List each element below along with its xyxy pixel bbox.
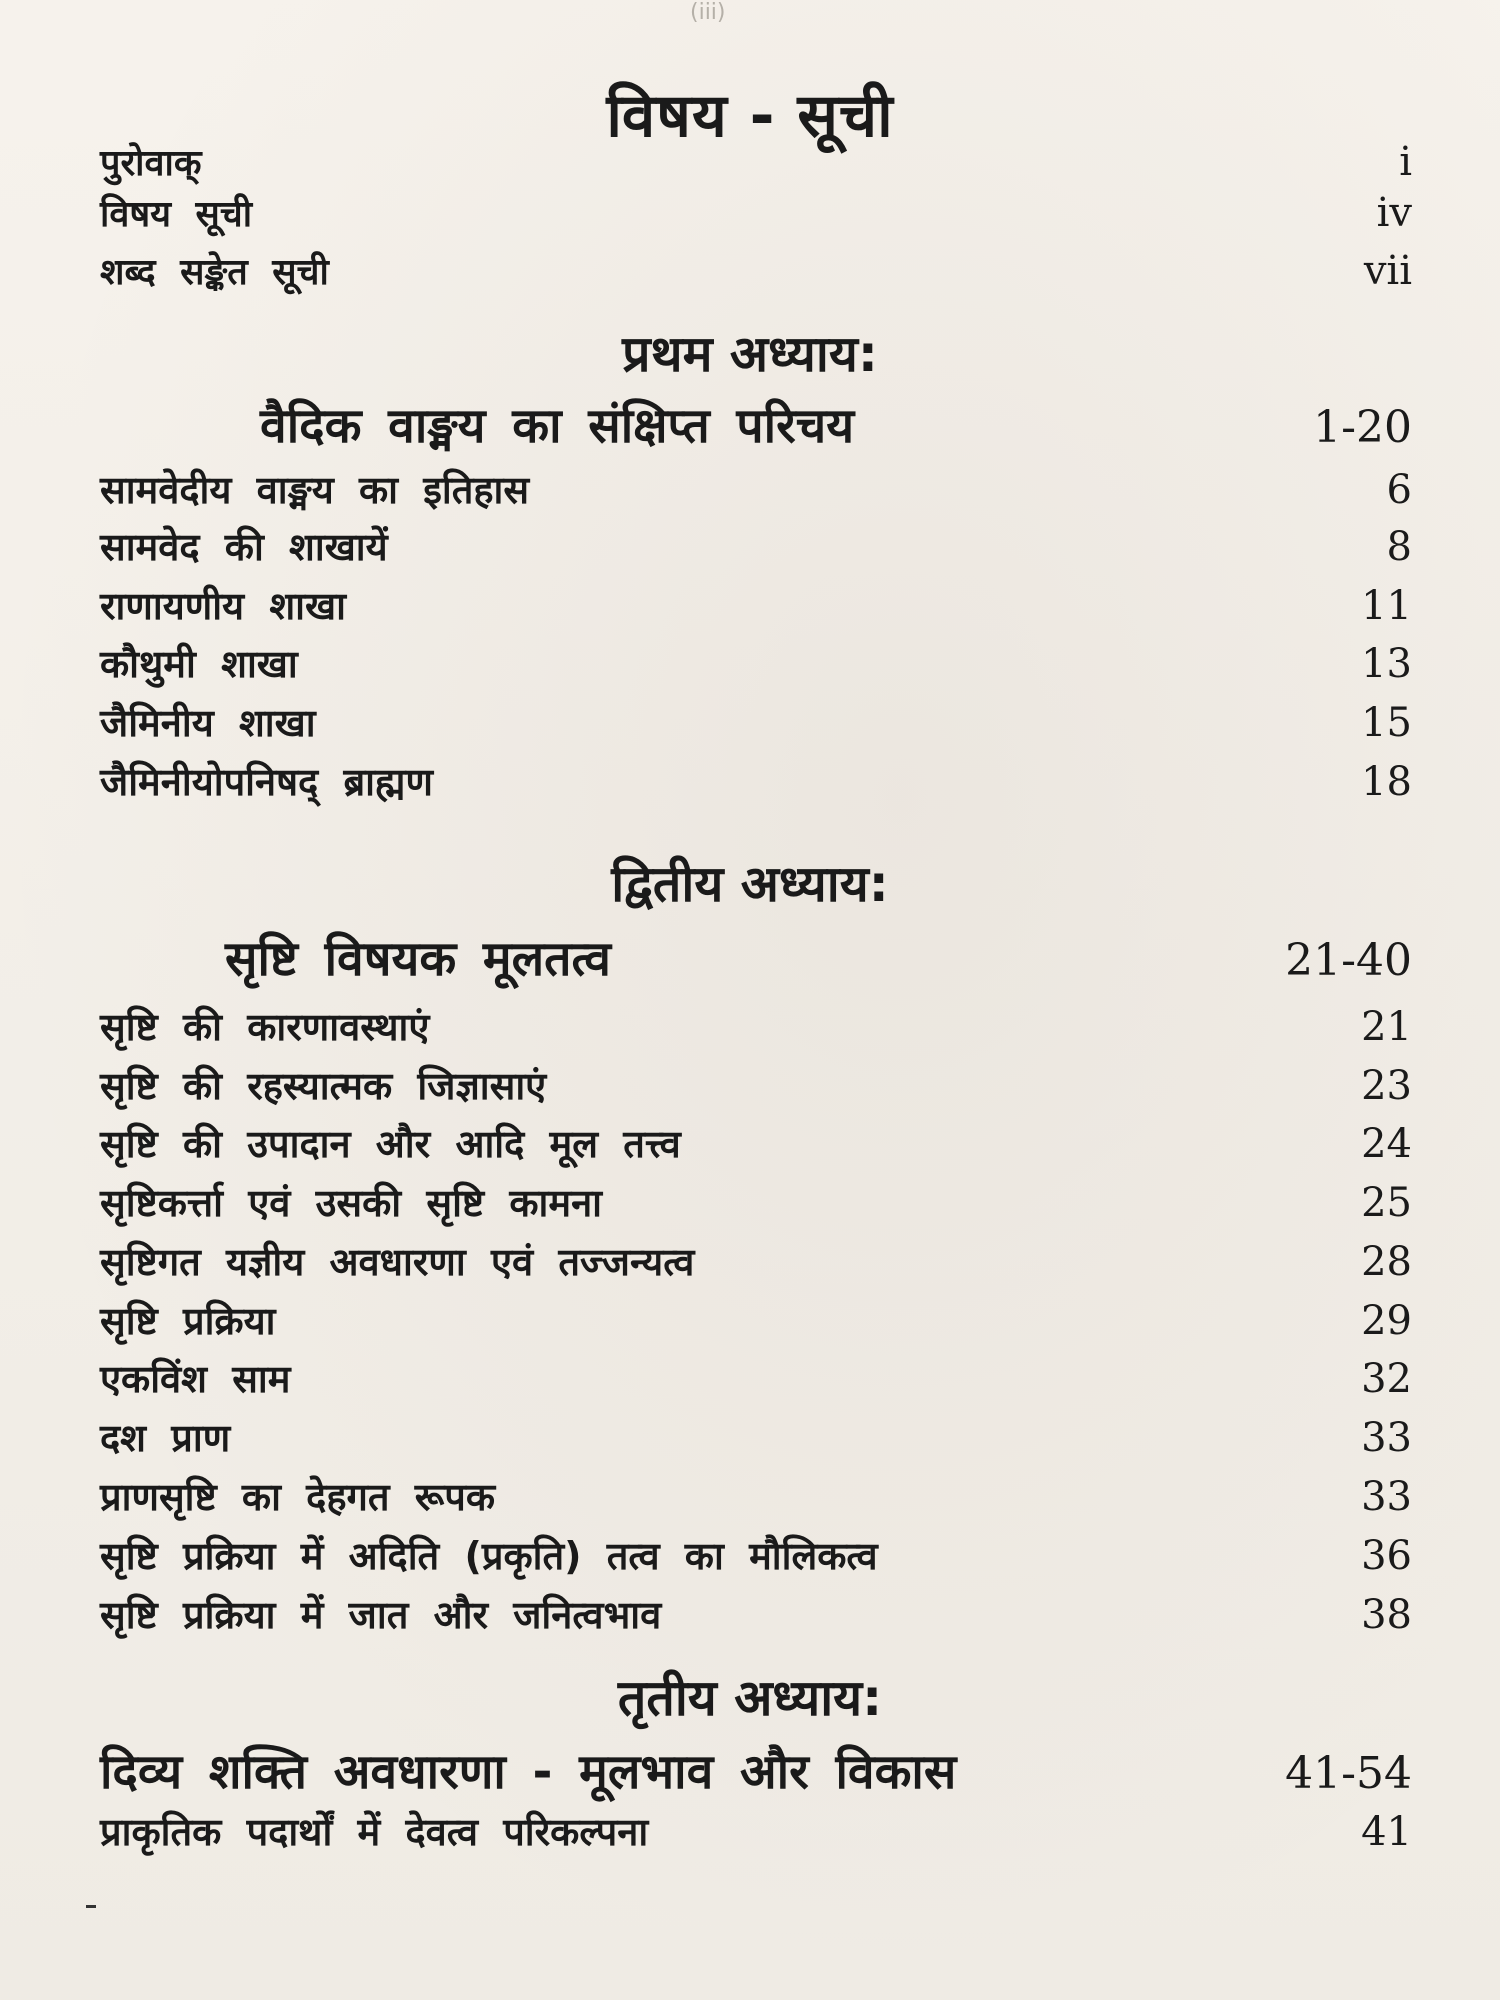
toc-entry-title: सृष्टि की उपादान और आदि मूल तत्त्व <box>100 1122 681 1166</box>
toc-section-title: दिव्य शक्ति अवधारणा - मूलभाव और विकास <box>100 1744 957 1800</box>
toc-entry-title: सृष्टि की कारणावस्थाएं <box>100 1005 430 1049</box>
toc-entry[interactable] <box>100 1470 1412 1522</box>
toc-entry[interactable] <box>100 1235 1412 1287</box>
toc-entry-page: 33 <box>1361 1415 1412 1461</box>
toc-entry-front[interactable] <box>100 246 1412 295</box>
toc-entry[interactable] <box>100 520 1412 572</box>
toc-entry-title: सामवेद की शाखायें <box>100 525 388 569</box>
toc-section-pages: 41-54 <box>1285 1748 1412 1799</box>
toc-section[interactable] <box>100 392 1412 457</box>
toc-entry[interactable] <box>100 1529 1412 1581</box>
page-mark-dash <box>86 1905 96 1908</box>
toc-entry-title: सामवेदीय वाङ्मय का इतिहास <box>100 468 530 512</box>
toc-entry-title: एकविंश साम <box>100 1357 291 1401</box>
toc-entry-front[interactable] <box>100 188 1412 237</box>
page-title: विषय - सूची <box>606 81 894 151</box>
toc-entry-page: 25 <box>1361 1180 1412 1226</box>
toc-entry-page: 15 <box>1361 700 1412 746</box>
toc-entry[interactable] <box>100 1411 1412 1463</box>
page-header-mark: (iii) <box>690 0 726 25</box>
toc-entry[interactable] <box>100 755 1412 807</box>
toc-entry-title: पुरोवाक् <box>100 143 202 184</box>
toc-section-pages: 21-40 <box>1285 935 1412 986</box>
toc-entry-page: 6 <box>1386 467 1412 513</box>
chapter-heading: प्रथम अध्याय: <box>622 325 878 383</box>
toc-entry-front[interactable] <box>100 137 1412 186</box>
toc-entry[interactable] <box>100 1000 1412 1052</box>
toc-section[interactable] <box>100 925 1412 990</box>
toc-entry[interactable] <box>100 1117 1412 1169</box>
toc-entry-title: सृष्टि की रहस्यात्मक जिज्ञासाएं <box>100 1064 547 1108</box>
toc-entry-page: 13 <box>1361 641 1412 687</box>
toc-entry-page: 18 <box>1361 759 1412 805</box>
toc-entry-title: जैमिनीयोपनिषद् ब्राह्मण <box>100 760 433 804</box>
toc-entry-title: प्राणसृष्टि का देहगत रूपक <box>100 1475 496 1519</box>
toc-entry-title: राणायणीय शाखा <box>100 584 346 628</box>
toc-entry[interactable] <box>100 1176 1412 1228</box>
toc-entry-page: 38 <box>1361 1592 1412 1638</box>
toc-entry[interactable] <box>100 637 1412 689</box>
toc-entry[interactable] <box>100 463 1412 515</box>
toc-entry-page: 21 <box>1361 1004 1412 1050</box>
toc-entry-title: प्राकृतिक पदार्थों में देवत्व परिकल्पना <box>100 1810 649 1854</box>
chapter-heading: द्वितीय अध्याय: <box>611 855 889 913</box>
toc-entry-title: जैमिनीय शाखा <box>100 701 316 745</box>
toc-entry[interactable] <box>100 1294 1412 1346</box>
toc-entry-page: 28 <box>1361 1239 1412 1285</box>
toc-entry-page: i <box>1399 139 1412 185</box>
toc-entry-title: विषय सूची <box>100 194 253 235</box>
toc-entry-page: 33 <box>1361 1474 1412 1520</box>
toc-entry-title: सृष्टिकर्त्ता एवं उसकी सृष्टि कामना <box>100 1181 603 1225</box>
toc-entry-title: सृष्टि प्रक्रिया <box>100 1299 276 1343</box>
toc-section-pages: 1-20 <box>1313 402 1412 453</box>
chapter-heading: तृतीय अध्याय: <box>617 1669 883 1727</box>
toc-entry-title: सृष्टि प्रक्रिया में अदिति (प्रकृति) तत्व का मौलिकत्व <box>100 1534 878 1578</box>
toc-entry[interactable] <box>100 579 1412 631</box>
toc-entry-page: 23 <box>1361 1063 1412 1109</box>
toc-entry-page: vii <box>1363 248 1412 294</box>
toc-entry-page: 29 <box>1361 1298 1412 1344</box>
toc-entry-title: शब्द सङ्केत सूची <box>100 252 329 293</box>
toc-entry-page: 24 <box>1361 1121 1412 1167</box>
toc-entry[interactable] <box>100 1059 1412 1111</box>
toc-entry-page: 36 <box>1361 1533 1412 1579</box>
toc-entry-title: सृष्टि प्रक्रिया में जात और जनित्वभाव <box>100 1593 662 1637</box>
toc-entry[interactable] <box>100 696 1412 748</box>
toc-section-title: सृष्टि विषयक मूलतत्व <box>225 931 611 987</box>
toc-entry-page: 11 <box>1361 583 1412 629</box>
toc-entry-title: कौथुमी शाखा <box>100 642 298 686</box>
toc-entry[interactable] <box>100 1352 1412 1404</box>
toc-entry-title: दश प्राण <box>100 1416 231 1460</box>
toc-section-title: वैदिक वाङ्मय का संक्षिप्त परिचय <box>260 398 855 454</box>
toc-entry-title: सृष्टिगत यज्ञीय अवधारणा एवं तज्जन्यत्व <box>100 1240 695 1284</box>
toc-entry-page: 41 <box>1361 1809 1412 1855</box>
toc-entry-page: 32 <box>1361 1356 1412 1402</box>
toc-section[interactable] <box>100 1738 1412 1803</box>
toc-entry-page: iv <box>1376 190 1412 236</box>
toc-entry-page: 8 <box>1386 524 1412 570</box>
toc-entry[interactable] <box>100 1805 1412 1857</box>
toc-entry[interactable] <box>100 1588 1412 1640</box>
